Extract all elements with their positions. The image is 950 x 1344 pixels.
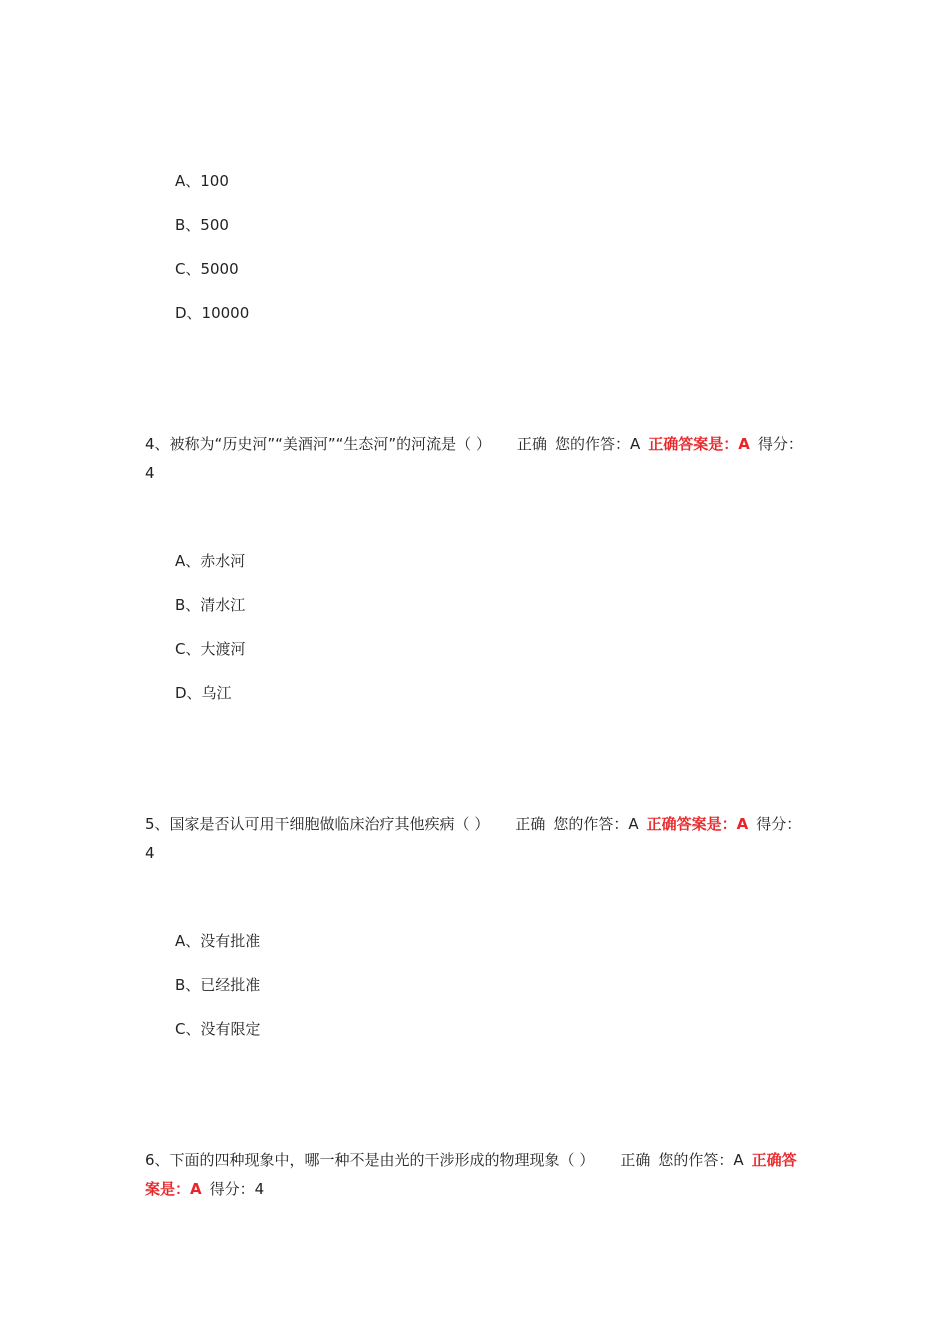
- option-a: A、没有批准: [175, 932, 261, 950]
- result-status: 正确: [516, 435, 547, 453]
- result-status: 正确: [515, 815, 546, 833]
- option-a: A、赤水河: [175, 552, 246, 570]
- option-b: B、清水江: [175, 596, 246, 614]
- question-stem: 5、国家是否认可用干细胞做临床治疗其他疾病（ ）: [145, 815, 490, 833]
- result-status: 正确: [620, 1151, 651, 1169]
- score: 得分：4: [145, 435, 803, 482]
- correct-answer: 正确答案是：A: [145, 1151, 797, 1198]
- option-c: C、大渡河: [175, 640, 246, 658]
- question-5: [145, 810, 810, 868]
- correct-answer: 正确答案是：A: [646, 815, 749, 833]
- your-answer: 您的作答：A: [553, 815, 639, 833]
- correct-answer: 正确答案是：A: [648, 435, 750, 453]
- your-answer: 您的作答：A: [658, 1151, 744, 1169]
- option-d: D、10000: [175, 304, 250, 322]
- option-b: B、500: [175, 216, 229, 234]
- question-6: [145, 1146, 810, 1204]
- question-4: [145, 430, 810, 488]
- option-a: A、100: [175, 172, 229, 190]
- option-c: C、没有限定: [175, 1020, 261, 1038]
- your-answer: 您的作答：A: [554, 435, 641, 453]
- score: 得分：4: [209, 1180, 265, 1198]
- option-d: D、乌江: [175, 684, 232, 702]
- question-stem: 6、下面的四种现象中，哪一种不是由光的干涉形成的物理现象（ ）: [145, 1151, 595, 1169]
- score: 得分：4: [145, 815, 802, 862]
- option-c: C、5000: [175, 260, 239, 278]
- option-b: B、已经批准: [175, 976, 261, 994]
- question-stem: 4、被称为“历史河”“美酒河”“生态河”的河流是（ ）: [145, 435, 491, 453]
